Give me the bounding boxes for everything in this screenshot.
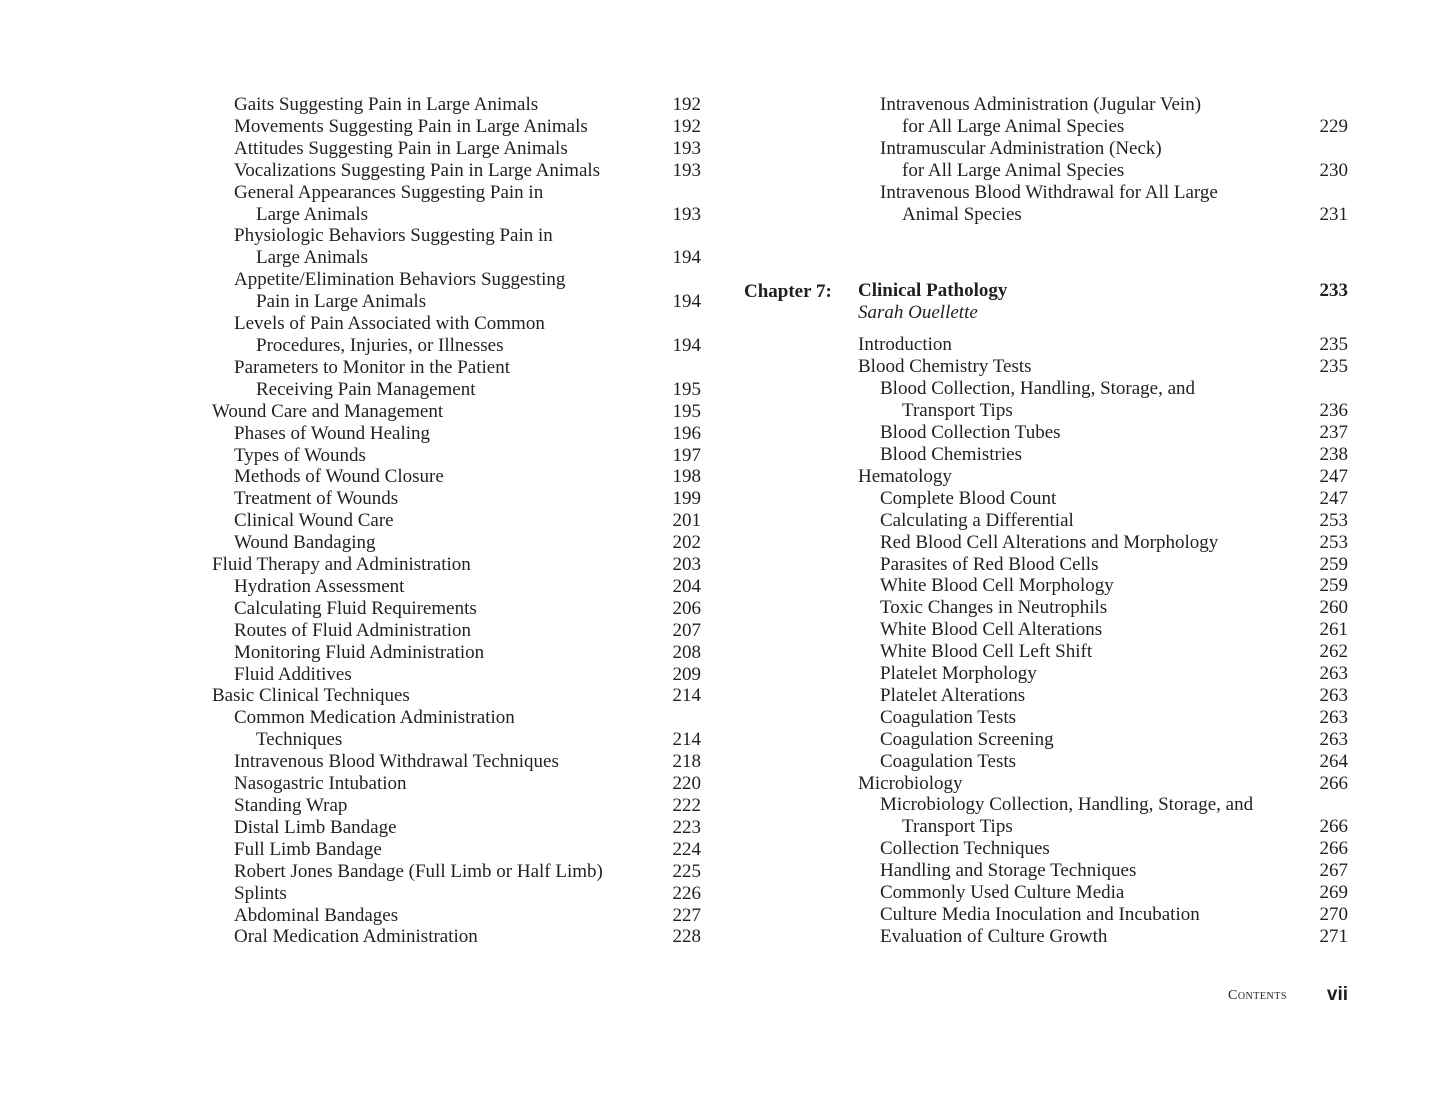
toc-entry-title: White Blood Cell Morphology [880, 575, 1114, 597]
toc-entry-title: Full Limb Bandage [234, 838, 382, 860]
toc-entry-title: Platelet Morphology [880, 663, 1037, 685]
toc-entry-page-number: 226 [672, 882, 701, 904]
toc-entry[interactable] [212, 510, 701, 532]
chapter-title: Clinical Pathology [858, 280, 1008, 302]
toc-entry-title: Parameters to Monitor in the Patient [234, 356, 510, 378]
toc-entry-page-number: 227 [672, 904, 701, 926]
toc-entry-page-number: 235 [1319, 356, 1348, 378]
toc-entry-page-number: 238 [1319, 443, 1348, 465]
toc-right-bottom-list [858, 334, 1348, 947]
toc-entry-title: Collection Techniques [880, 838, 1050, 860]
toc-entry-title: Blood Collection, Handling, Storage, and [880, 378, 1196, 400]
toc-entry[interactable] [212, 313, 701, 335]
toc-entry-title: Nasogastric Intubation [234, 773, 407, 795]
toc-entry-page-number: 266 [1319, 772, 1348, 794]
toc-entry[interactable] [212, 182, 701, 204]
toc-entry-page-number: 199 [672, 488, 701, 510]
toc-entry[interactable] [858, 685, 1348, 707]
toc-entry-title: Coagulation Screening [880, 728, 1054, 750]
toc-entry-title: Parasites of Red Blood Cells [880, 553, 1099, 575]
toc-entry-continuation[interactable] [212, 335, 701, 357]
toc-entry-page-number: 193 [672, 159, 701, 181]
toc-entry[interactable] [212, 576, 701, 598]
toc-entry[interactable] [212, 642, 701, 664]
toc-entry-page-number: 223 [672, 816, 701, 838]
toc-entry[interactable] [212, 620, 701, 642]
toc-entry[interactable] [858, 334, 1348, 356]
toc-entry-title: Phases of Wound Healing [234, 422, 431, 444]
toc-entry[interactable] [212, 773, 701, 795]
toc-entry-title: Calculating Fluid Requirements [234, 597, 477, 619]
toc-entry[interactable] [212, 839, 701, 861]
toc-entry-page-number: 229 [1319, 115, 1348, 137]
toc-entry-continuation[interactable] [858, 204, 1348, 226]
toc-entry-page-number: 271 [1319, 925, 1348, 947]
toc-entry[interactable] [858, 904, 1348, 926]
toc-entry[interactable] [858, 378, 1348, 400]
toc-entry-title: Hematology [858, 465, 952, 487]
toc-entry-title: Introduction [858, 334, 952, 356]
toc-entry[interactable] [858, 554, 1348, 576]
toc-entry[interactable] [212, 445, 701, 467]
toc-entry-title: Blood Chemistries [880, 443, 1022, 465]
toc-entry[interactable] [858, 729, 1348, 751]
toc-entry[interactable] [858, 138, 1348, 160]
toc-entry-page-number: 194 [672, 291, 701, 313]
toc-entry-page-number: 220 [672, 773, 701, 795]
toc-entry[interactable] [212, 685, 701, 707]
toc-entry-title: Distal Limb Bandage [234, 816, 397, 838]
toc-entry-title: for All Large Animal Species [902, 115, 1125, 137]
toc-right-top-list [858, 94, 1348, 225]
footer-page-number: vii [1326, 984, 1348, 1005]
toc-entry-title: Hydration Assessment [234, 575, 405, 597]
toc-entry[interactable] [858, 422, 1348, 444]
toc-entry-title: Oral Medication Administration [234, 926, 478, 948]
toc-entry-title: Intravenous Administration (Jugular Vein) [880, 94, 1202, 115]
toc-entry-title: Levels of Pain Associated with Common [234, 313, 545, 335]
toc-entry[interactable] [212, 532, 701, 554]
toc-entry-page-number: 208 [672, 641, 701, 663]
toc-entry-page-number: 214 [672, 729, 701, 751]
toc-entry-title: Animal Species [902, 203, 1022, 225]
toc-entry-title: Basic Clinical Techniques [212, 685, 410, 707]
toc-entry-page-number: 247 [1319, 465, 1348, 487]
toc-entry[interactable] [212, 554, 701, 576]
toc-entry[interactable] [858, 182, 1348, 204]
toc-entry[interactable] [212, 488, 701, 510]
toc-entry-title: Blood Chemistry Tests [858, 356, 1032, 378]
toc-entry-title: Vocalizations Suggesting Pain in Large Animals [234, 159, 601, 181]
toc-entry[interactable] [858, 356, 1348, 378]
toc-entry-page-number: 263 [1319, 663, 1348, 685]
toc-entry-page-number: 260 [1319, 597, 1348, 619]
toc-entry[interactable] [858, 510, 1348, 532]
toc-entry-title: for All Large Animal Species [902, 159, 1125, 181]
toc-entry-title: Microbiology Collection, Handling, Storage, and [880, 794, 1254, 816]
toc-entry-title: Common Medication Administration [234, 707, 515, 729]
toc-entry[interactable] [212, 269, 701, 291]
toc-entry-title: Gaits Suggesting Pain in Large Animals [234, 94, 539, 115]
toc-entry[interactable] [212, 160, 701, 182]
toc-entry[interactable] [858, 466, 1348, 488]
toc-entry-title: Toxic Changes in Neutrophils [880, 597, 1108, 619]
toc-entry-title: Physiologic Behaviors Suggesting Pain in [234, 225, 553, 247]
toc-entry-page-number: 231 [1319, 203, 1348, 225]
toc-entry-title: Platelet Alterations [880, 684, 1026, 706]
toc-entry-page-number: 253 [1319, 531, 1348, 553]
toc-entry-continuation[interactable] [212, 729, 701, 751]
toc-entry-page-number: 204 [672, 575, 701, 597]
toc-entry-title: Intravenous Blood Withdrawal Techniques [234, 751, 559, 773]
toc-entry[interactable] [212, 94, 701, 116]
toc-entry[interactable] [212, 225, 701, 247]
toc-entry-title: Intramuscular Administration (Neck) [880, 137, 1162, 159]
toc-entry-title: Clinical Wound Care [234, 510, 394, 532]
toc-entry-page-number: 203 [672, 554, 701, 576]
toc-entry[interactable] [858, 707, 1348, 729]
toc-entry[interactable] [858, 94, 1348, 116]
toc-entry-page-number: 230 [1319, 159, 1348, 181]
toc-entry-page-number: 267 [1319, 860, 1348, 882]
toc-entry-page-number: 192 [672, 94, 701, 115]
toc-entry-title: Coagulation Tests [880, 750, 1017, 772]
toc-entry-title: Standing Wrap [234, 795, 348, 816]
toc-entry-title: Procedures, Injuries, or Illnesses [256, 334, 504, 356]
toc-entry-title: Culture Media Inoculation and Incubation [880, 904, 1200, 925]
toc-entry-title: General Appearances Suggesting Pain in [234, 181, 544, 203]
toc-entry-page-number: 228 [672, 926, 701, 948]
footer-section-title: Contents [1228, 988, 1287, 1003]
toc-entry-page-number: 194 [672, 247, 701, 269]
toc-entry-title: Transport Tips [902, 816, 1013, 838]
toc-entry-page-number: 209 [672, 663, 701, 685]
toc-entry-title: Intravenous Blood Withdrawal for All Large [880, 181, 1218, 203]
toc-entry-title: Blood Collection Tubes [880, 422, 1061, 444]
toc-entry-page-number: 207 [672, 619, 701, 641]
toc-entry[interactable] [858, 773, 1348, 795]
toc-entry-page-number: 192 [672, 115, 701, 137]
toc-entry-page-number: 259 [1319, 553, 1348, 575]
toc-entry-title: Red Blood Cell Alterations and Morphology [880, 531, 1219, 553]
toc-entry-page-number: 266 [1319, 838, 1348, 860]
toc-entry-page-number: 270 [1319, 904, 1348, 925]
toc-entry[interactable] [212, 423, 701, 445]
toc-entry[interactable] [212, 598, 701, 620]
toc-entry-title: Movements Suggesting Pain in Large Animals [234, 115, 588, 137]
toc-entry-page-number: 224 [672, 838, 701, 860]
toc-entry[interactable] [858, 882, 1348, 904]
toc-entry-title: Large Animals [256, 247, 369, 269]
toc-entry-page-number: 195 [672, 400, 701, 422]
toc-entry-continuation[interactable] [212, 247, 701, 269]
toc-entry-title: Coagulation Tests [880, 706, 1017, 728]
toc-entry-page-number: 237 [1319, 422, 1348, 444]
toc-entry-page-number: 264 [1319, 750, 1348, 772]
toc-entry-title: Types of Wounds [234, 444, 366, 466]
toc-entry[interactable] [858, 641, 1348, 663]
toc-entry-title: Routes of Fluid Administration [234, 619, 471, 641]
toc-entry[interactable] [858, 794, 1348, 816]
toc-entry-page-number: 195 [672, 378, 701, 400]
chapter-heading[interactable] [858, 280, 1348, 302]
toc-entry[interactable] [212, 401, 701, 423]
toc-entry-page-number: 193 [672, 137, 701, 159]
toc-entry[interactable] [858, 751, 1348, 773]
toc-entry-continuation[interactable] [858, 116, 1348, 138]
toc-entry[interactable] [858, 860, 1348, 882]
toc-entry-title: Monitoring Fluid Administration [234, 641, 485, 663]
toc-entry-title: Splints [234, 882, 287, 904]
toc-entry-title: Wound Bandaging [234, 532, 376, 554]
toc-entry-title: Fluid Therapy and Administration [212, 554, 471, 576]
toc-entry[interactable] [212, 664, 701, 686]
toc-entry[interactable] [858, 619, 1348, 641]
toc-entry[interactable] [858, 926, 1348, 948]
toc-entry-page-number: 201 [672, 510, 701, 532]
toc-entry-page-number: 202 [672, 532, 701, 554]
toc-entry[interactable] [858, 575, 1348, 597]
toc-entry-title: Commonly Used Culture Media [880, 882, 1125, 904]
toc-entry-title: Large Animals [256, 203, 369, 225]
toc-entry-title: Appetite/Elimination Behaviors Suggesting [234, 269, 566, 291]
toc-entry-title: Calculating a Differential [880, 509, 1074, 531]
toc-entry-continuation[interactable] [858, 160, 1348, 182]
toc-entry-continuation[interactable] [212, 291, 701, 313]
toc-entry-page-number: 262 [1319, 641, 1348, 663]
toc-entry-title: Robert Jones Bandage (Full Limb or Half Limb) [234, 860, 603, 882]
toc-entry-page-number: 247 [1319, 487, 1348, 509]
toc-entry[interactable] [858, 444, 1348, 466]
toc-entry-page-number: 222 [672, 795, 701, 816]
toc-entry-title: Treatment of Wounds [234, 488, 399, 510]
toc-entry-continuation[interactable] [858, 400, 1348, 422]
toc-entry-page-number: 253 [1319, 509, 1348, 531]
toc-entry-page-number: 259 [1319, 575, 1348, 597]
toc-left-column [212, 94, 701, 948]
toc-entry[interactable] [212, 707, 701, 729]
toc-entry-title: Methods of Wound Closure [234, 466, 444, 488]
toc-entry-title: Microbiology [858, 772, 963, 794]
toc-entry-continuation[interactable] [212, 204, 701, 226]
toc-entry-page-number: 263 [1319, 706, 1348, 728]
toc-entry-page-number: 266 [1319, 816, 1348, 838]
toc-entry[interactable] [212, 926, 701, 948]
toc-entry[interactable] [858, 663, 1348, 685]
toc-entry[interactable] [212, 817, 701, 839]
toc-right-column [858, 94, 1348, 948]
toc-entry-title: White Blood Cell Alterations [880, 619, 1103, 641]
toc-entry[interactable] [212, 905, 701, 927]
toc-entry-title: Complete Blood Count [880, 487, 1057, 509]
chapter-label: Chapter 7: [744, 281, 832, 302]
toc-entry-title: Abdominal Bandages [234, 904, 399, 926]
toc-entry-page-number: 235 [1319, 334, 1348, 356]
toc-entry-title: Evaluation of Culture Growth [880, 925, 1108, 947]
toc-entry-page-number: 197 [672, 444, 701, 466]
chapter-author: Sarah Ouellette [858, 302, 978, 324]
toc-entry-continuation[interactable] [212, 379, 701, 401]
toc-entry-title: Receiving Pain Management [256, 378, 476, 400]
toc-entry-page-number: 263 [1319, 684, 1348, 706]
toc-entry-page-number: 196 [672, 422, 701, 444]
toc-entry-title: Pain in Large Animals [256, 291, 427, 313]
toc-entry-title: Techniques [256, 729, 343, 751]
toc-entry[interactable] [858, 838, 1348, 860]
chapter-spacer [858, 225, 1348, 280]
toc-entry[interactable] [212, 466, 701, 488]
toc-entry-title: Wound Care and Management [212, 400, 444, 422]
toc-entry[interactable] [212, 883, 701, 905]
toc-entry-page-number: 225 [672, 860, 701, 882]
toc-entry-page-number: 261 [1319, 619, 1348, 641]
toc-entry[interactable] [212, 116, 701, 138]
toc-entry-page-number: 214 [672, 685, 701, 707]
toc-entry[interactable] [858, 597, 1348, 619]
toc-entry-page-number: 263 [1319, 728, 1348, 750]
toc-entry[interactable] [212, 357, 701, 379]
page-footer [1228, 982, 1348, 1006]
toc-entry[interactable] [858, 488, 1348, 510]
toc-entry-title: Handling and Storage Techniques [880, 860, 1137, 882]
toc-entry-title: Fluid Additives [234, 663, 352, 685]
toc-entry[interactable] [858, 532, 1348, 554]
toc-entry-page-number: 269 [1319, 882, 1348, 904]
toc-entry-title: White Blood Cell Left Shift [880, 641, 1093, 663]
toc-entry-page-number: 206 [672, 597, 701, 619]
toc-entry[interactable] [212, 795, 701, 817]
toc-entry[interactable] [212, 861, 701, 883]
toc-entry-page-number: 193 [672, 203, 701, 225]
toc-entry-page-number: 198 [672, 466, 701, 488]
toc-entry[interactable] [212, 751, 701, 773]
toc-entry-title: Attitudes Suggesting Pain in Large Animals [234, 137, 568, 159]
toc-entry-page-number: 218 [672, 751, 701, 773]
toc-entry-page-number: 236 [1319, 400, 1348, 422]
toc-entry-page-number: 194 [672, 334, 701, 356]
toc-entry-title: Transport Tips [902, 400, 1013, 422]
toc-entry-continuation[interactable] [858, 816, 1348, 838]
toc-entry[interactable] [212, 138, 701, 160]
chapter-page-number: 233 [1319, 280, 1348, 302]
